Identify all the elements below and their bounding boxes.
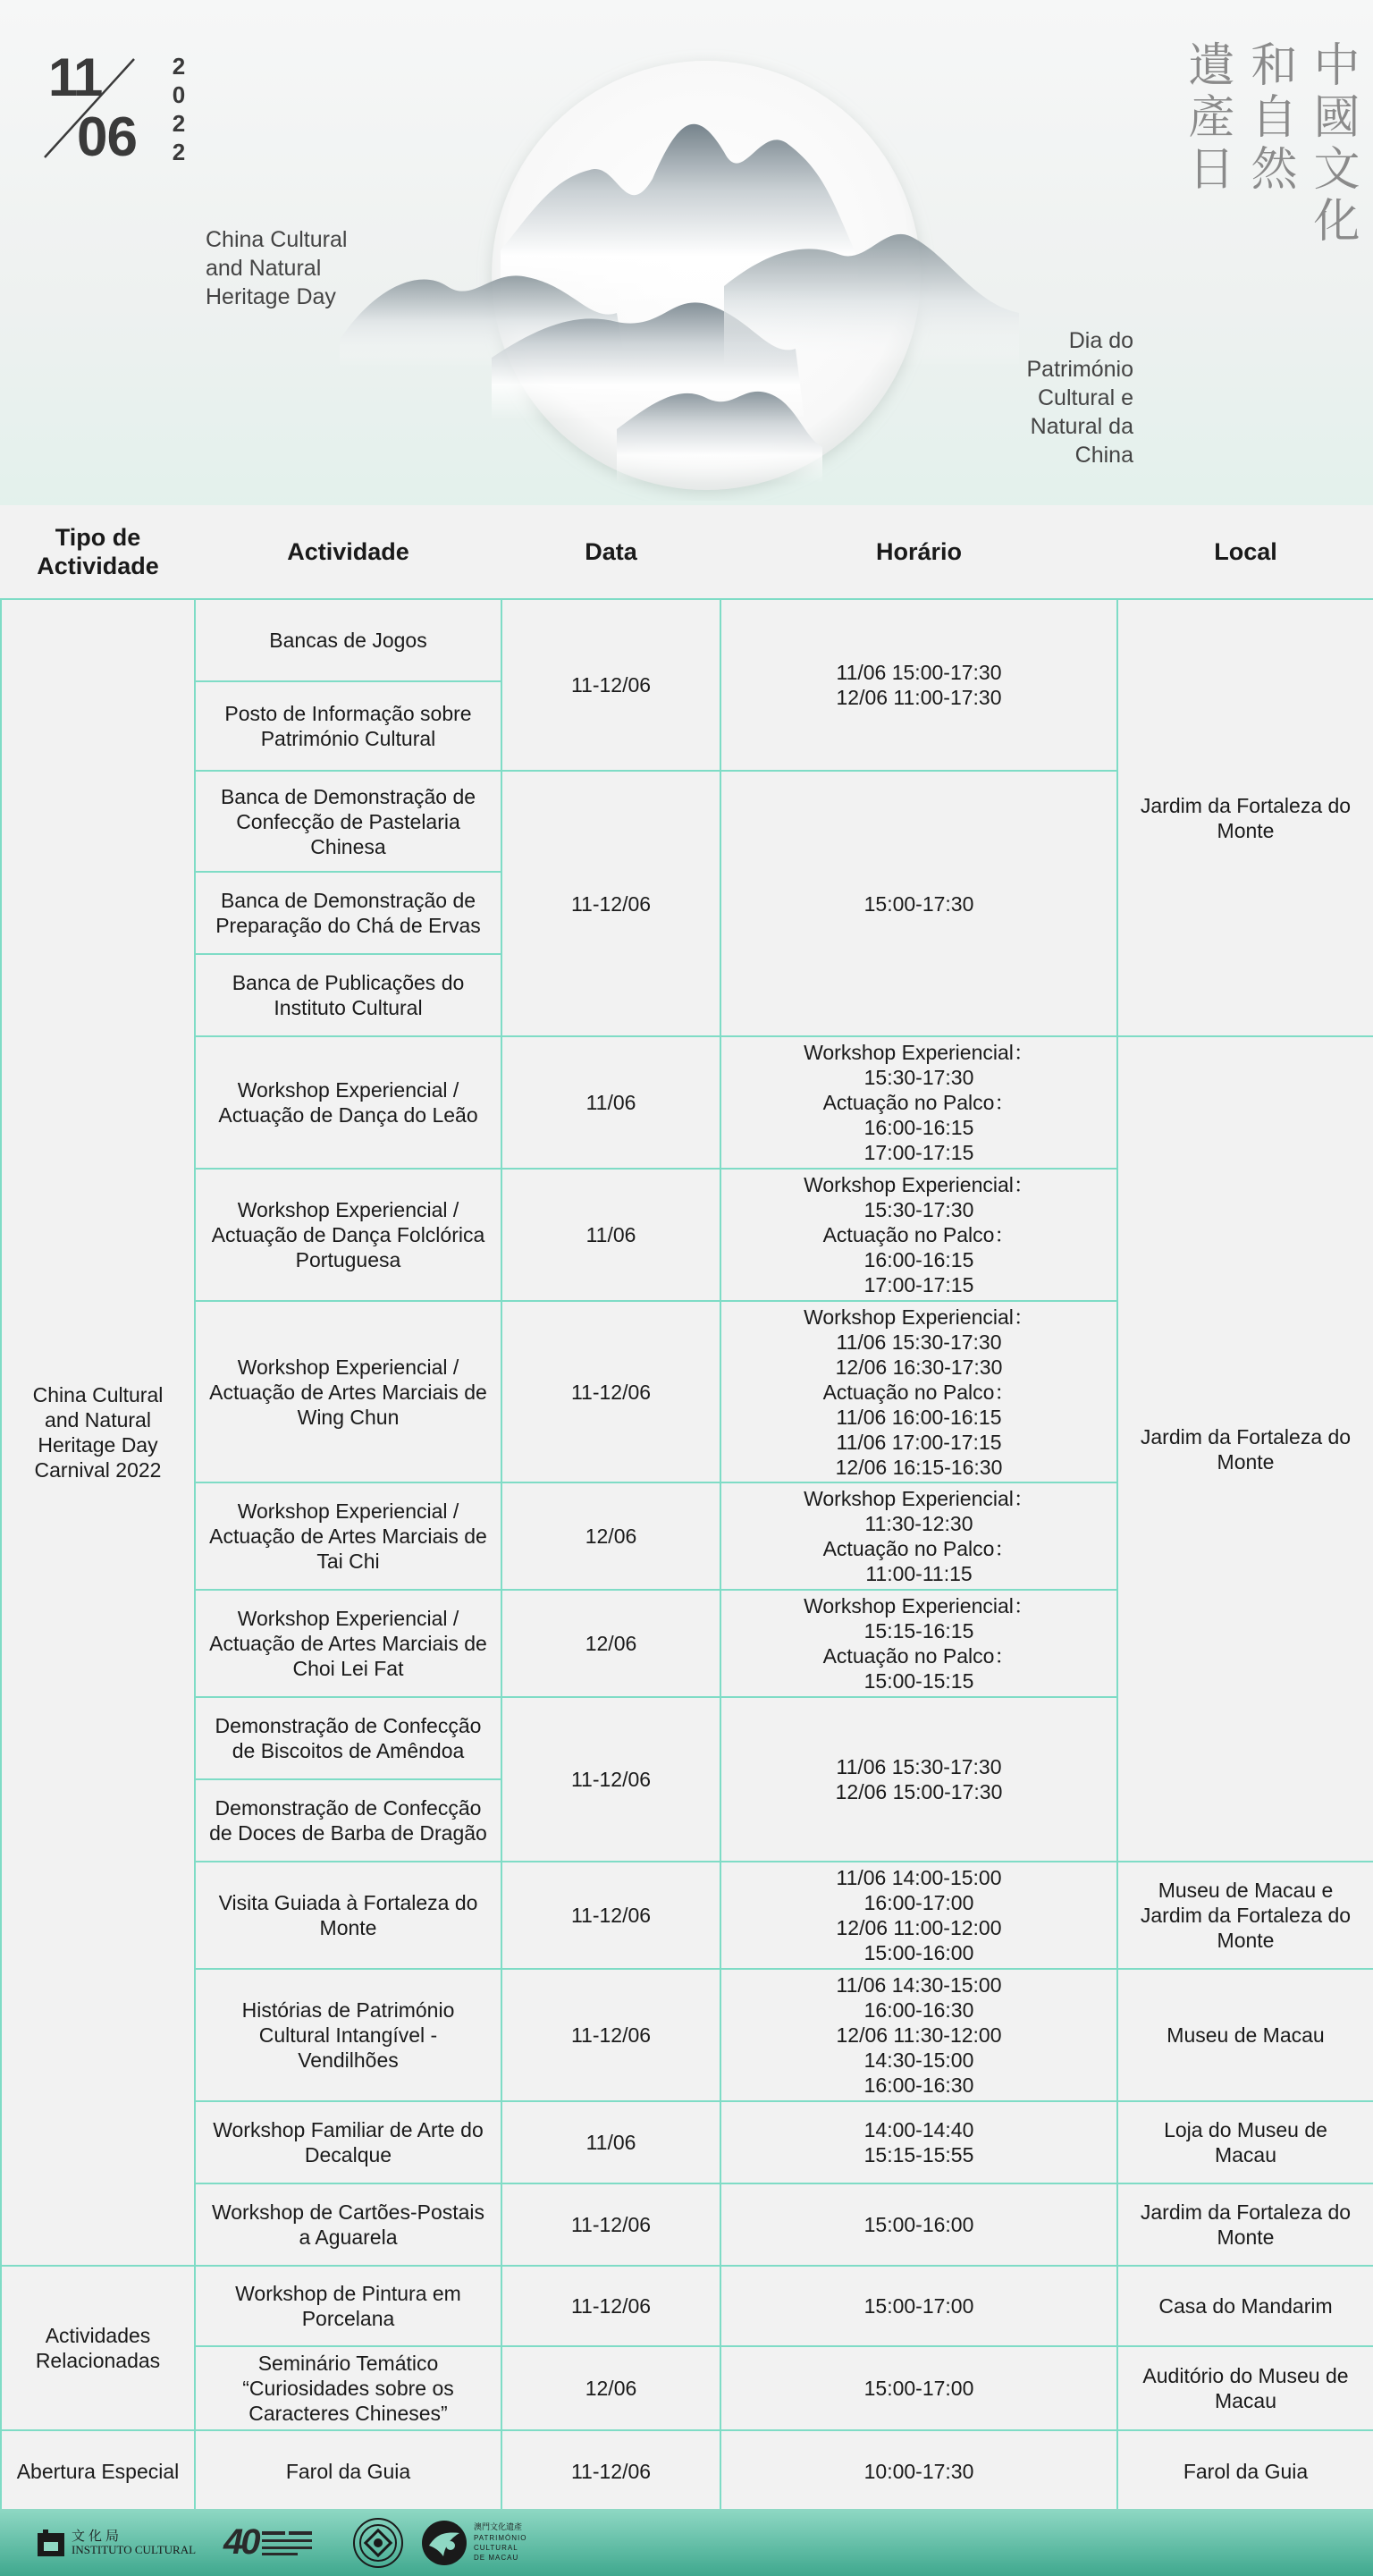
cell-actividade: Banca de Demonstração de Preparação do Chá de Ervas bbox=[195, 872, 501, 954]
title-chinese-col2: 和自然 bbox=[1242, 40, 1296, 196]
header-local: Local bbox=[1117, 505, 1373, 599]
instituto-cultural-logo bbox=[36, 2509, 196, 2576]
cell-actividade: Workshop Experiencial / Actuação de Artes Marciais de Tai Chi bbox=[195, 1482, 501, 1590]
cell-actividade: Visita Guiada à Fortaleza do Monte bbox=[195, 1862, 501, 1969]
cell-actividade: Workshop Experiencial / Actuação de Dança do Leão bbox=[195, 1036, 501, 1169]
cell-local: Museu de Macau e Jardim da Fortaleza do Monte bbox=[1117, 1862, 1373, 1969]
title-chinese-col3: 遺產日 bbox=[1180, 40, 1234, 196]
cell-data: 11-12/06 bbox=[501, 1969, 720, 2101]
anniversary-logo bbox=[223, 2509, 316, 2576]
footer-logo-bar bbox=[0, 2509, 1373, 2576]
header-horario: Horário bbox=[720, 505, 1117, 599]
cell-local: Farol da Guia bbox=[1117, 2430, 1373, 2513]
cell-local: Casa do Mandarim bbox=[1117, 2266, 1373, 2346]
table-row bbox=[1, 2101, 1373, 2183]
cell-horario: 10:00-17:30 bbox=[720, 2430, 1117, 2513]
cell-data: 12/06 bbox=[501, 1482, 720, 1590]
ic-name-zh: 文化局 bbox=[72, 2527, 123, 2544]
cell-local: Auditório do Museu de Macau bbox=[1117, 2346, 1373, 2430]
cell-data: 11-12/06 bbox=[501, 599, 720, 771]
cell-horario: 11/06 14:00-15:00 16:00-17:00 12/06 11:00-12:00 15:00-16:00 bbox=[720, 1862, 1117, 1969]
cell-actividade: Demonstração de Confecção de Biscoitos de Amêndoa bbox=[195, 1697, 501, 1779]
date-month: 06 bbox=[77, 106, 137, 168]
header-tipo: Tipo de Actividade bbox=[1, 505, 195, 599]
cell-horario: 15:00-17:30 bbox=[720, 771, 1117, 1036]
banner bbox=[0, 0, 1373, 505]
cell-actividade: Farol da Guia bbox=[195, 2430, 501, 2513]
table-row bbox=[1, 2183, 1373, 2266]
cell-horario: Workshop Experiencial： 15:15-16:15 Actuação no Palco： 15:00-15:15 bbox=[720, 1590, 1117, 1697]
table-row bbox=[1, 1036, 1373, 1169]
cell-actividade: Workshop Familiar de Arte do Decalque bbox=[195, 2101, 501, 2183]
macau-heritage-logo bbox=[420, 2509, 529, 2576]
cell-horario: Workshop Experiencial： 15:30-17:30 Actuação no Palco： 16:00-16:15 17:00-17:15 bbox=[720, 1036, 1117, 1169]
cell-data: 11-12/06 bbox=[501, 1697, 720, 1862]
cell-horario: Workshop Experiencial： 11:30-12:30 Actuação no Palco： 11:00-11:15 bbox=[720, 1482, 1117, 1590]
cell-horario: 11/06 14:30-15:00 16:00-16:30 12/06 11:30-12:00 14:30-15:00 16:00-16:30 bbox=[720, 1969, 1117, 2101]
cell-data: 12/06 bbox=[501, 1590, 720, 1697]
cell-actividade: Seminário Temático “Curiosidades sobre os Caracteres Chineses” bbox=[195, 2346, 501, 2430]
group-carnival: China Cultural and Natural Heritage Day Carnival 2022 bbox=[1, 599, 195, 2266]
cell-actividade: Bancas de Jogos bbox=[195, 599, 501, 681]
cell-data: 11-12/06 bbox=[501, 2266, 720, 2346]
title-chinese bbox=[1180, 40, 1359, 434]
world-heritage-icon bbox=[352, 2517, 404, 2569]
cell-data: 11-12/06 bbox=[501, 1862, 720, 1969]
cell-actividade: Banca de Publicações do Instituto Cultural bbox=[195, 954, 501, 1036]
cell-data: 11-12/06 bbox=[501, 2183, 720, 2266]
date-day: 11 bbox=[48, 47, 102, 107]
ic-name-en: INSTITUTO CULTURAL bbox=[72, 2542, 197, 2556]
header-data: Data bbox=[501, 505, 720, 599]
cell-horario: Workshop Experiencial： 11/06 15:30-17:30 12/06 16:30-17:30 Actuação no Palco： 11/06 16:00-16:15 11/06 17:00-17:15 12/06 16:15-16:30 bbox=[720, 1301, 1117, 1482]
cell-horario: Workshop Experiencial： 15:30-17:30 Actuação no Palco： 16:00-16:15 17:00-17:15 bbox=[720, 1169, 1117, 1301]
cell-actividade: Workshop Experiencial / Actuação de Dança Folclórica Portuguesa bbox=[195, 1169, 501, 1301]
cell-horario: 15:00-16:00 bbox=[720, 2183, 1117, 2266]
title-chinese-col1: 中國文化 bbox=[1305, 40, 1359, 248]
cell-local: Loja do Museu de Macau bbox=[1117, 2101, 1373, 2183]
cell-horario: 15:00-17:00 bbox=[720, 2266, 1117, 2346]
schedule-table bbox=[0, 505, 1373, 2513]
cell-actividade: Workshop de Cartões-Postais a Aguarela bbox=[195, 2183, 501, 2266]
cell-actividade: Histórias de Património Cultural Intangível - Vendilhões bbox=[195, 1969, 501, 2101]
table-row bbox=[1, 1969, 1373, 2101]
macau-heritage-icon bbox=[420, 2519, 468, 2567]
cell-data: 11/06 bbox=[501, 2101, 720, 2183]
heritage-name-zh: 澳門文化遺產 bbox=[474, 2522, 523, 2532]
cell-data: 12/06 bbox=[501, 2346, 720, 2430]
schedule-table-wrap bbox=[0, 505, 1373, 2513]
ic-emblem-icon bbox=[36, 2528, 66, 2558]
cell-horario: 14:00-14:40 15:15-15:55 bbox=[720, 2101, 1117, 2183]
anniversary-number: 40 bbox=[223, 2522, 258, 2562]
cell-horario: 15:00-17:00 bbox=[720, 2346, 1117, 2430]
cell-actividade: Workshop de Pintura em Porcelana bbox=[195, 2266, 501, 2346]
cell-actividade: Workshop Experiencial / Actuação de Artes Marciais de Choi Lei Fat bbox=[195, 1590, 501, 1697]
cell-data: 11/06 bbox=[501, 1169, 720, 1301]
mountain-moon-artwork bbox=[322, 45, 1055, 501]
cell-actividade: Demonstração de Confecção de Doces de Barba de Dragão bbox=[195, 1779, 501, 1862]
cell-local: Jardim da Fortaleza do Monte bbox=[1117, 1036, 1373, 1862]
heritage-name-pt: PATRIMÓNIO CULTURAL DE MACAU bbox=[474, 2533, 527, 2562]
cell-actividade: Workshop Experiencial / Actuação de Artes Marciais de Wing Chun bbox=[195, 1301, 501, 1482]
cell-data: 11-12/06 bbox=[501, 2430, 720, 2513]
header-actividade: Actividade bbox=[195, 505, 501, 599]
cell-local: Jardim da Fortaleza do Monte bbox=[1117, 2183, 1373, 2266]
cell-horario: 11/06 15:00-17:30 12/06 11:00-17:30 bbox=[720, 599, 1117, 771]
title-english: China Cultural and Natural Heritage Day bbox=[206, 227, 348, 309]
table-row bbox=[1, 2430, 1373, 2513]
cell-actividade: Posto de Informação sobre Património Cultural bbox=[195, 681, 501, 771]
table-header-row bbox=[1, 505, 1373, 599]
table-row bbox=[1, 2346, 1373, 2430]
group-abertura: Abertura Especial bbox=[1, 2430, 195, 2513]
table-row bbox=[1, 599, 1373, 681]
title-portuguese: Dia do Património Cultural e Natural da China bbox=[1026, 328, 1133, 468]
table-row bbox=[1, 1862, 1373, 1969]
cell-actividade: Banca de Demonstração de Confecção de Pastelaria Chinesa bbox=[195, 771, 501, 872]
group-relacionadas: Actividades Relacionadas bbox=[1, 2266, 195, 2430]
world-heritage-emblem bbox=[352, 2509, 404, 2576]
cell-local: Museu de Macau bbox=[1117, 1969, 1373, 2101]
date-year: 2022 bbox=[172, 53, 186, 165]
cell-data: 11-12/06 bbox=[501, 771, 720, 1036]
cell-horario: 11/06 15:30-17:30 12/06 15:00-17:30 bbox=[720, 1697, 1117, 1862]
cell-local: Jardim da Fortaleza do Monte bbox=[1117, 599, 1373, 1036]
cell-data: 11-12/06 bbox=[501, 1301, 720, 1482]
anniversary-text-icon bbox=[262, 2528, 316, 2558]
table-row bbox=[1, 2266, 1373, 2346]
cell-data: 11/06 bbox=[501, 1036, 720, 1169]
